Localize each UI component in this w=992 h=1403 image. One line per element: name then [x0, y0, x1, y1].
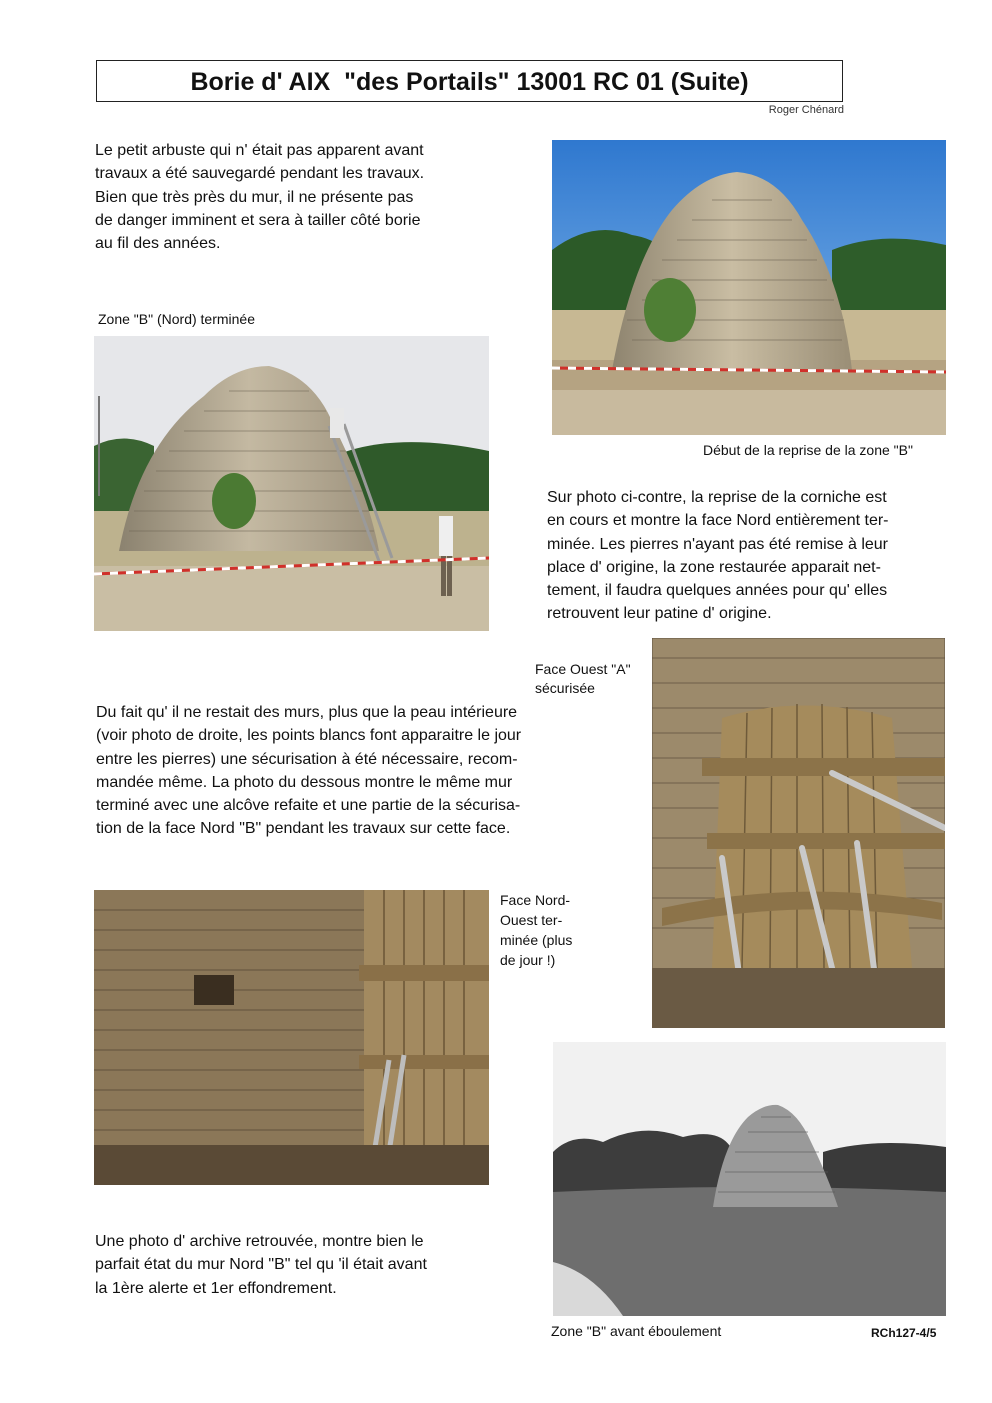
caption-face-nord-ouest: [500, 890, 572, 970]
photo-face-nord-ouest: [94, 890, 489, 1185]
text-line: Le petit arbuste qui n' était pas apparent avant: [95, 142, 424, 159]
caption-debut-reprise: Début de la reprise de la zone "B": [703, 442, 913, 458]
text-line: Bien que très près du mur, il ne présente pas: [95, 188, 414, 206]
paragraph-arbuste: [95, 139, 424, 255]
caption-line: Face Nord-: [500, 892, 571, 908]
page-title: Borie d' AIX "des Portails" 13001 RC 01 (Suite): [190, 68, 749, 96]
text-line: tement, il faudra quelques années pour qu' elles: [547, 582, 888, 600]
photo-zone-b-avant: [553, 1042, 946, 1316]
caption-line: sécurisée: [535, 680, 595, 696]
text-line: Du fait qu' il ne restait des murs, plus que la peau intérieure: [96, 704, 518, 721]
photo-debut-reprise: [552, 140, 946, 435]
page-id: RCh127-4/5: [871, 1326, 937, 1340]
caption-zone-b-terminee: Zone "B" (Nord) terminée: [98, 311, 255, 327]
text-line: travaux a été sauvegardé pendant les travaux.: [95, 165, 425, 183]
author-name: Roger Chénard: [768, 104, 844, 116]
text-line: (voir photo de droite, les points blancs font apparaitre le jour: [96, 727, 522, 745]
photo-zone-b-terminee: [94, 336, 489, 631]
paragraph-securisation: [96, 701, 521, 841]
text-line: place d' origine, la zone restaurée apparait net-: [547, 558, 881, 576]
text-line: Une photo d' archive retrouvée, montre bien le: [95, 1233, 424, 1250]
text-line: retrouvent leur patine d' origine.: [547, 605, 772, 623]
text-line: minée. Les pierres n'ayant pas été remise à leur: [547, 535, 889, 553]
caption-line: Face Ouest "A": [535, 661, 631, 677]
text-line: au fil des années.: [95, 235, 221, 253]
text-line: tion de la face Nord "B" pendant les travaux sur cette face.: [96, 820, 511, 838]
text-line: de danger imminent et sera à tailler côté borie: [95, 211, 421, 229]
photo-face-ouest: [652, 638, 945, 1028]
paragraph-archive: [95, 1230, 427, 1300]
paragraph-corniche: [547, 486, 889, 626]
text-line: en cours et montre la face Nord entièrement ter-: [547, 512, 889, 530]
text-line: parfait état du mur Nord "B" tel qu 'il était avant: [95, 1256, 427, 1274]
caption-zone-b-avant: Zone "B" avant éboulement: [551, 1323, 722, 1339]
caption-line: de jour !): [500, 952, 556, 968]
text-line: mandée même. La photo du dessous montre le même mur: [96, 773, 513, 791]
text-line: entre les pierres) une sécurisation à été nécessaire, recom-: [96, 750, 518, 768]
text-line: terminé avec une alcôve refaite et une partie de la sécurisa-: [96, 797, 521, 815]
caption-line: Ouest ter-: [500, 912, 563, 928]
caption-line: minée (plus: [500, 932, 573, 948]
text-line: la 1ère alerte et 1er effondrement.: [95, 1279, 337, 1297]
text-line: Sur photo ci-contre, la reprise de la corniche est: [547, 489, 887, 506]
caption-face-ouest: [535, 660, 631, 698]
